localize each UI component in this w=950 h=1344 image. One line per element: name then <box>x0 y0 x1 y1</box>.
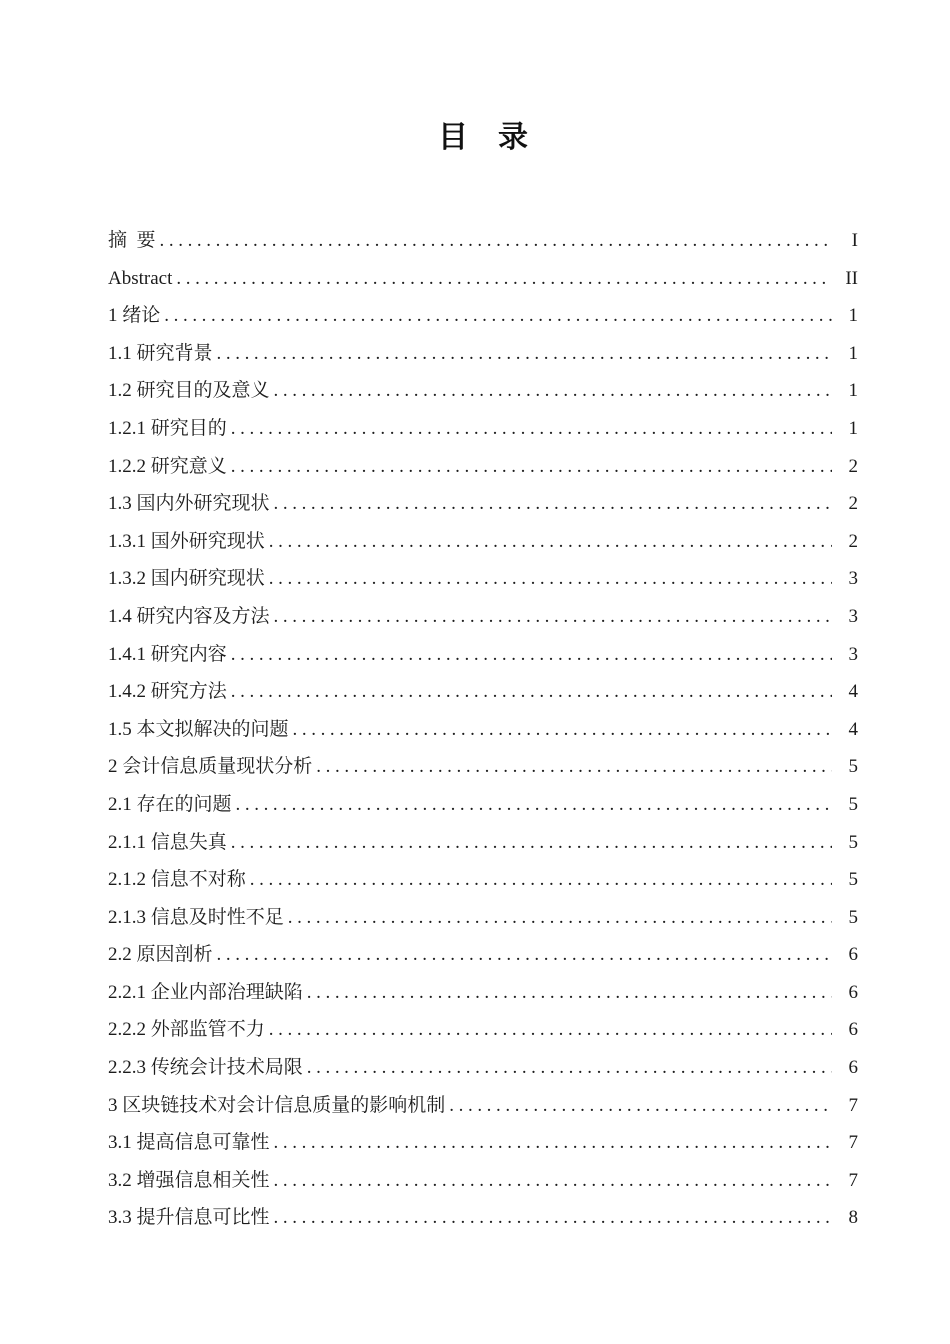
toc-entry-label: 2.1.2 信息不对称 <box>108 869 246 891</box>
toc-entry <box>108 1087 858 1125</box>
toc-entry-page: I <box>851 230 858 251</box>
toc-entry-page: II <box>845 267 858 289</box>
toc-entry <box>108 1162 858 1200</box>
toc-entry-label: 2.2 原因剖析 <box>108 944 213 966</box>
toc-entry <box>108 711 858 749</box>
toc-entry <box>108 673 858 711</box>
toc-entry <box>108 899 858 937</box>
toc-entry <box>108 485 858 523</box>
dot-leader <box>293 711 832 749</box>
dot-leader <box>307 974 832 1012</box>
toc-entry <box>108 786 858 824</box>
toc-entry-label: 2.1.1 信息失真 <box>108 831 227 853</box>
toc-entry-page: 1 <box>848 417 858 439</box>
toc-entry-label: 3 区块链技术对会计信息质量的影响机制 <box>108 1094 446 1116</box>
toc-entry-label: 3.1 提高信息可靠性 <box>108 1132 270 1154</box>
toc-entry-label: 3.2 增强信息相关性 <box>108 1169 270 1191</box>
toc-entry-label: 1.1 研究背景 <box>108 342 213 364</box>
dot-leader <box>250 861 832 899</box>
toc-entry-label: 2.2.3 传统会计技术局限 <box>108 1057 303 1079</box>
toc-entry-label: 1.3.1 国外研究现状 <box>108 530 265 552</box>
toc-entry <box>108 222 858 260</box>
toc-entry-label: 2.1 存在的问题 <box>108 793 232 815</box>
dot-leader <box>236 786 832 824</box>
toc-entry <box>108 824 858 862</box>
toc-entry-page: 5 <box>848 793 858 815</box>
toc-entry-page: 5 <box>848 906 858 928</box>
toc-entry-page: 3 <box>848 568 858 590</box>
toc-entry-label: 1.2 研究目的及意义 <box>108 380 270 402</box>
toc-entry <box>108 410 858 448</box>
toc-entry <box>108 974 858 1012</box>
toc-entry <box>108 560 858 598</box>
toc-entry-label: 2.2.1 企业内部治理缺陷 <box>108 981 303 1003</box>
toc-entry-page: 6 <box>848 944 858 966</box>
toc-entry-page: 4 <box>848 681 858 703</box>
toc-entry <box>108 936 858 974</box>
toc-entry-page: 5 <box>848 756 858 778</box>
toc-entry-label: 1.2.1 研究目的 <box>108 417 227 439</box>
dot-leader <box>274 372 832 410</box>
toc-entry-label: 3.3 提升信息可比性 <box>108 1207 270 1229</box>
toc-entry-label: 1.3.2 国内研究现状 <box>108 568 265 590</box>
toc-entry <box>108 636 858 674</box>
toc-entry-page: 2 <box>848 455 858 477</box>
toc-entry-label: 2 会计信息质量现状分析 <box>108 756 313 778</box>
dot-leader <box>231 636 832 674</box>
dot-leader <box>176 260 832 298</box>
toc-entry-page: 3 <box>848 605 858 627</box>
toc-entry <box>108 1124 858 1162</box>
toc-entry-page: 6 <box>848 1057 858 1079</box>
toc-entry-label: 1 绪论 <box>108 305 161 327</box>
toc-entry-page: 1 <box>848 342 858 364</box>
dot-leader <box>288 899 832 937</box>
toc-entry-page: 7 <box>848 1132 858 1154</box>
toc-entry-label: 1.4.1 研究内容 <box>108 643 227 665</box>
dot-leader <box>274 485 832 523</box>
toc-entry <box>108 523 858 561</box>
dot-leader <box>449 1087 832 1125</box>
dot-leader <box>231 673 832 711</box>
toc-entry-page: 8 <box>848 1207 858 1229</box>
dot-leader <box>274 1199 832 1237</box>
toc-entry-page: 1 <box>848 305 858 327</box>
toc-entry-label: 摘 要 <box>108 230 156 251</box>
toc-entry <box>108 1011 858 1049</box>
toc-entry-label: Abstract <box>108 267 173 289</box>
toc-entry <box>108 1049 858 1087</box>
toc-entry <box>108 260 858 298</box>
dot-leader <box>231 448 832 486</box>
toc-entry-label: 2.1.3 信息及时性不足 <box>108 906 284 928</box>
dot-leader <box>269 523 832 561</box>
toc-entry-page: 5 <box>848 869 858 891</box>
toc-entry-label: 1.2.2 研究意义 <box>108 455 227 477</box>
toc-entry-page: 2 <box>848 493 858 515</box>
dot-leader <box>269 560 832 598</box>
toc-entry-page: 2 <box>848 530 858 552</box>
toc-entry-page: 7 <box>848 1169 858 1191</box>
toc-entry-page: 1 <box>848 380 858 402</box>
toc-entry-label: 2.2.2 外部监管不力 <box>108 1019 265 1041</box>
toc-entry-label: 1.4.2 研究方法 <box>108 681 227 703</box>
toc-entry <box>108 448 858 486</box>
dot-leader <box>217 335 832 373</box>
dot-leader <box>160 222 832 260</box>
toc-entry-page: 6 <box>848 981 858 1003</box>
toc-entry <box>108 748 858 786</box>
toc-entry-page: 5 <box>848 831 858 853</box>
toc-entry-label: 1.5 本文拟解决的问题 <box>108 718 289 740</box>
toc-entry <box>108 335 858 373</box>
dot-leader <box>231 824 832 862</box>
toc-entry-page: 4 <box>848 718 858 740</box>
dot-leader <box>217 936 832 974</box>
toc-entry-page: 3 <box>848 643 858 665</box>
toc-entry <box>108 1199 858 1237</box>
toc-entry-label: 1.3 国内外研究现状 <box>108 493 270 515</box>
dot-leader <box>316 748 832 786</box>
dot-leader <box>307 1049 832 1087</box>
toc-entry <box>108 372 858 410</box>
toc-entry-label: 1.4 研究内容及方法 <box>108 605 270 627</box>
toc-entry <box>108 598 858 636</box>
toc-entry <box>108 297 858 335</box>
toc-entry-page: 6 <box>848 1019 858 1041</box>
dot-leader <box>269 1011 832 1049</box>
dot-leader <box>164 297 832 335</box>
toc-list <box>108 222 858 1237</box>
dot-leader <box>274 598 832 636</box>
toc-entry <box>108 861 858 899</box>
dot-leader <box>231 410 832 448</box>
dot-leader <box>274 1124 832 1162</box>
toc-title: 目 录 <box>438 121 528 154</box>
dot-leader <box>274 1162 832 1200</box>
toc-entry-page: 7 <box>848 1094 858 1116</box>
